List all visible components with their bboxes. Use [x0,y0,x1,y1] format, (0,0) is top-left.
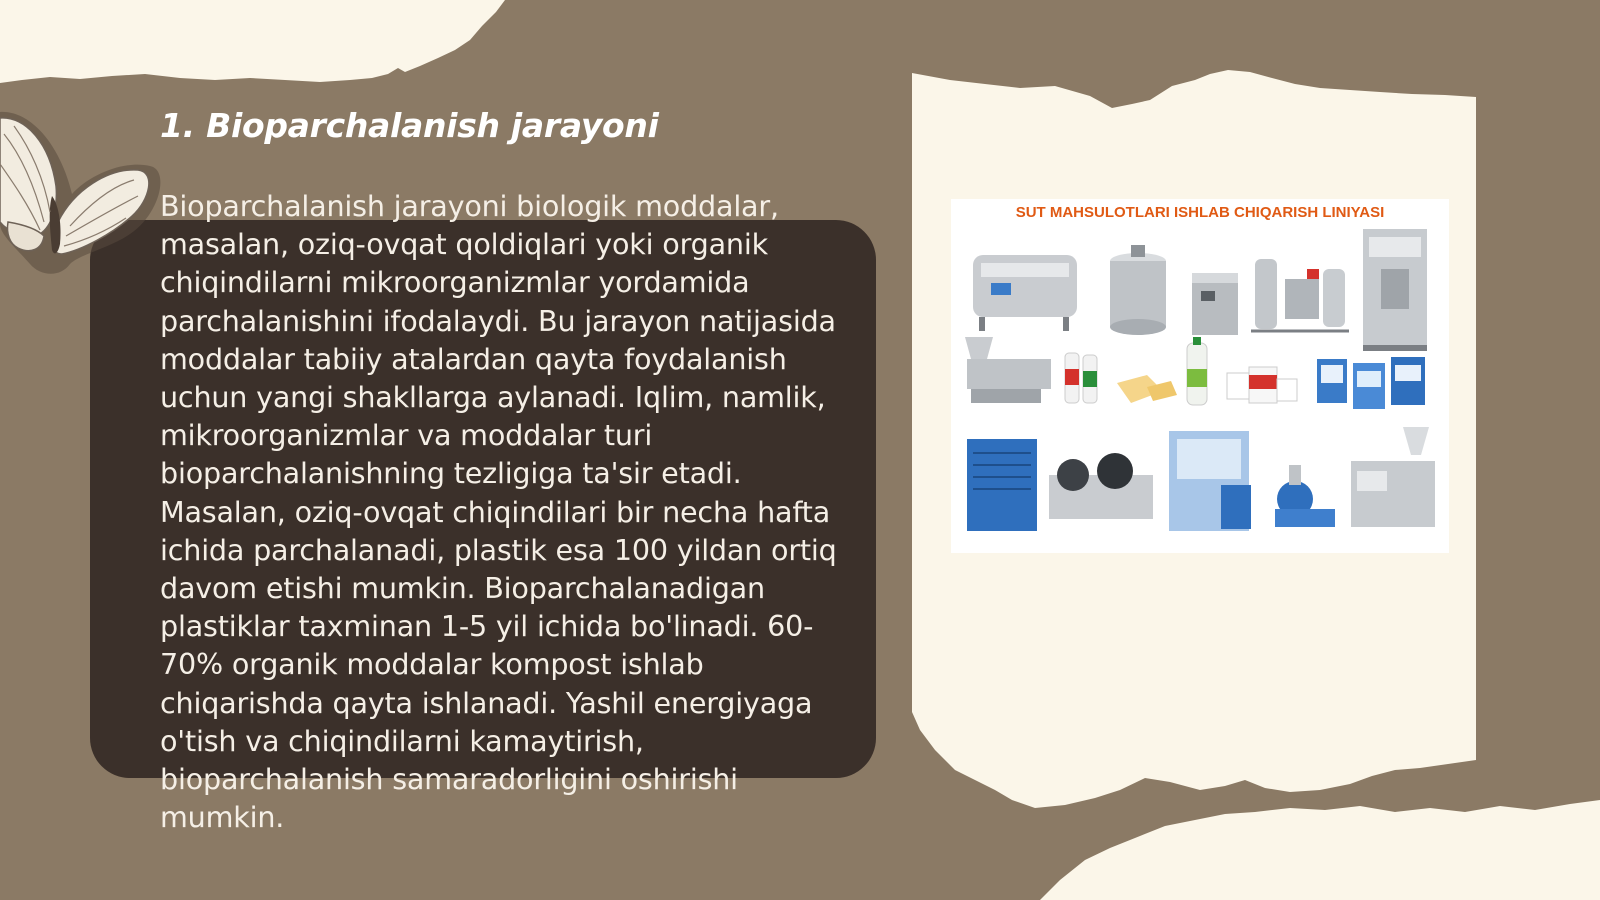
slide-title: 1. Bioparchalanish jarayoni [160,106,659,145]
dairy-equipment-illustration [951,199,1449,553]
torn-paper-top-left [0,0,505,83]
panel-title: SUT MAHSULOTLARI ISHLAB CHIQARISH LINIYASI [1015,204,1385,221]
product-line-image [951,199,1449,553]
butterfly-icon [0,104,170,278]
torn-paper-bottom-right [1040,800,1600,900]
body-paragraph: Bioparchalanish jarayoni biologik moddalar, masalan, oziq-ovqat qoldiqlari yoki organik chiqindilarni mikroorganizmlar yordamida parchalanishini ifodalaydi. Bu jarayon natijasida moddalar tabiiy atalardan qayta foydalanish uchun yangi shakllarga aylanadi. Iqlim, namlik, mikroorganizmlar va moddalar turi bioparchalanishning tezligiga ta'sir etadi. Masalan, oziq-ovqat chiqindilari bir necha hafta ichida parchalanadi, plastik esa 100 yildan ortiq davom etishi mumkin. Bioparchalanadigan plastiklar taxminan 1-5 yil ichida bo'linadi. 60-70% organik moddalar kompost ishlab chiqarishda qayta ishlanadi. Yashil energiyaga o'tish va chiqindilarni kamaytirish, bioparchalanish samaradorligini oshirishi mumkin. [160,189,837,835]
